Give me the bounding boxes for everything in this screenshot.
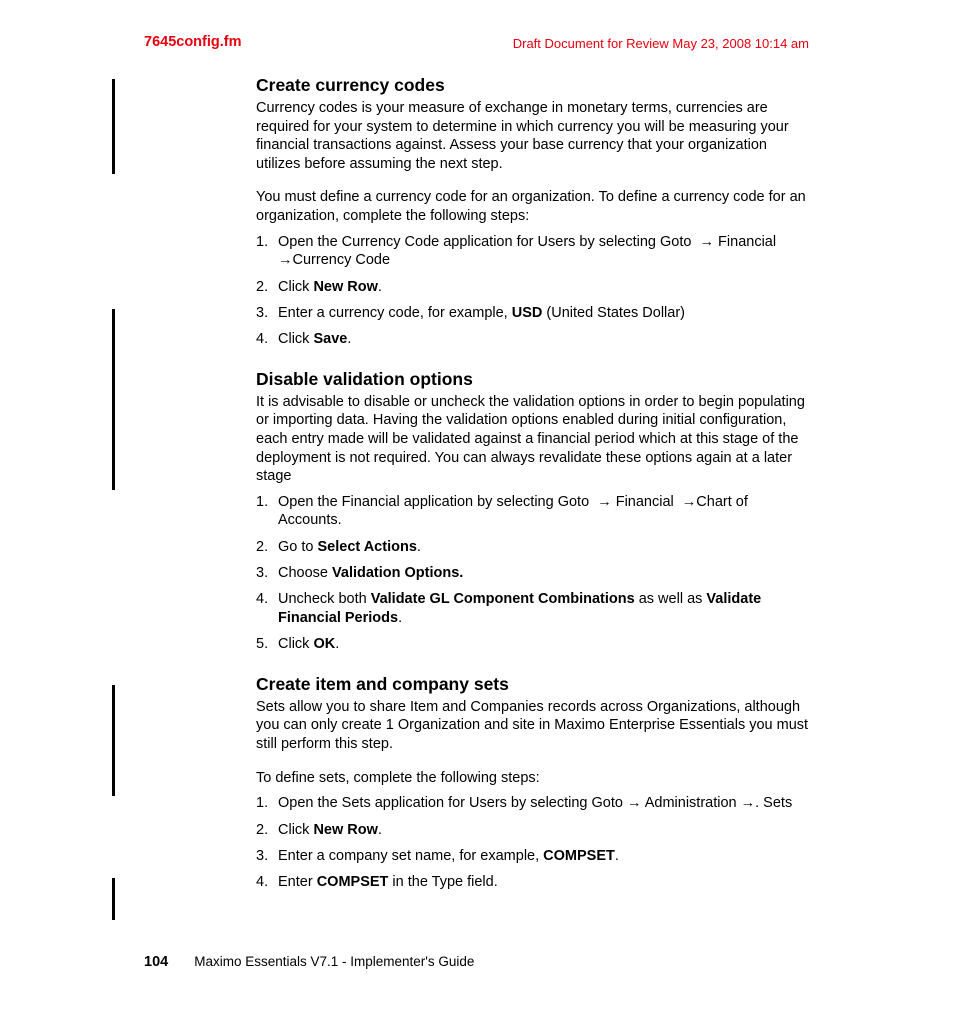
- paragraph: Sets allow you to share Item and Companies records across Organizations, although you can only create 1 Organization and site in Maximo Enterprise Essentials you must still perform this step.: [256, 698, 809, 753]
- list-item: [256, 278, 812, 297]
- step-bold-text: New Row: [313, 278, 378, 295]
- page-number: 104: [144, 954, 169, 970]
- step-text: .: [347, 331, 352, 348]
- section-heading: Create currency codes: [256, 75, 445, 95]
- step-text: Click: [278, 278, 314, 295]
- step-bold-text: COMPSET: [543, 847, 615, 864]
- steps-list: [256, 233, 812, 349]
- page-footer: [144, 954, 474, 970]
- step-number: 4.: [256, 331, 269, 348]
- step-text: Enter: [278, 874, 317, 891]
- step-text: Click: [278, 636, 314, 653]
- section-currency-codes: [256, 74, 812, 349]
- list-item: [256, 304, 812, 323]
- step-text: Open the Sets application for Users by selecting Goto → Administration →. Sets: [278, 795, 793, 812]
- list-item: [256, 794, 812, 813]
- step-bold-text: USD: [511, 304, 543, 321]
- step-bold-text: Validate Financial Periods: [278, 591, 762, 627]
- step-text: Enter a currency code, for example,: [278, 304, 512, 321]
- step-text: .: [377, 821, 382, 838]
- step-bold-text: Save: [313, 331, 348, 348]
- list-item: [256, 233, 812, 270]
- step-number: 5.: [256, 636, 269, 653]
- document-body: [256, 74, 812, 900]
- step-text: Uncheck both: [278, 591, 371, 608]
- list-item: [256, 330, 812, 349]
- step-number: 1.: [256, 493, 269, 510]
- list-item: [256, 538, 812, 557]
- step-text: .: [377, 278, 382, 295]
- list-item: [256, 821, 812, 840]
- step-bold-text: OK: [313, 636, 336, 653]
- step-bold-text: COMPSET: [316, 874, 389, 891]
- step-text: Click: [278, 821, 314, 838]
- section-item-company-sets: [256, 673, 812, 892]
- header-filename: 7645config.fm: [144, 34, 242, 50]
- step-text: .: [398, 610, 403, 627]
- step-number: 4.: [256, 591, 269, 608]
- change-bar: [112, 878, 115, 920]
- step-text: .: [335, 636, 340, 653]
- header-draft-notice: Draft Document for Review May 23, 2008 10:14 am: [512, 36, 809, 51]
- step-number: 1.: [256, 233, 269, 250]
- change-bar: [112, 79, 115, 174]
- list-item: [256, 847, 812, 866]
- change-bar: [112, 309, 115, 490]
- list-item: [256, 564, 812, 583]
- step-text: Open the Currency Code application for Users by selecting Goto → Financial →Currency Code: [278, 233, 777, 269]
- section-validation-options: [256, 368, 812, 654]
- list-item: [256, 493, 812, 530]
- section-heading: Create item and company sets: [256, 673, 509, 694]
- step-text: Choose: [278, 565, 333, 582]
- paragraph: Currency codes is your measure of exchange in monetary terms, currencies are required for your system to determine in which currency you will be measuring your financial transactions against. Assess your base currency that your organization utilizes before assuming the next step.: [256, 100, 789, 172]
- step-text: Enter a company set name, for example,: [278, 847, 544, 864]
- step-text: as well as: [634, 591, 707, 608]
- list-item: [256, 635, 812, 654]
- step-text: Open the Financial application by selecting Goto → Financial →Chart of Accounts.: [278, 493, 748, 529]
- step-number: 1.: [256, 795, 269, 812]
- paragraph: To define sets, complete the following steps:: [256, 769, 540, 786]
- step-number: 4.: [256, 874, 269, 891]
- step-text: .: [416, 538, 421, 555]
- step-number: 3.: [256, 565, 269, 582]
- change-bar: [112, 685, 115, 796]
- steps-list: [256, 493, 812, 654]
- step-text: Click: [278, 331, 314, 348]
- section-heading: Disable validation options: [256, 368, 473, 389]
- step-number: 2.: [256, 821, 269, 838]
- paragraph: It is advisable to disable or uncheck the validation options in order to begin populating or importing data. Having the validation options enabled during initial configuration, each entry made will be validated against a financial period which at this stage of the deployment is not required. You can always revalidate these options again at a later stage: [256, 393, 805, 485]
- step-text: in the Type field.: [388, 874, 498, 891]
- list-item: [256, 873, 812, 892]
- step-text: (United States Dollar): [542, 304, 685, 321]
- paragraph: You must define a currency code for an organization. To define a currency code for an organization, complete the following steps:: [256, 189, 806, 224]
- step-text: Go to: [278, 538, 318, 555]
- step-text: .: [614, 847, 619, 864]
- step-number: 2.: [256, 538, 269, 555]
- step-number: 3.: [256, 304, 269, 321]
- step-bold-text: Validation Options.: [332, 565, 464, 582]
- footer-title: Maximo Essentials V7.1 - Implementer's Guide: [194, 954, 475, 969]
- step-bold-text: New Row: [313, 821, 378, 838]
- steps-list: [256, 794, 812, 892]
- list-item: [256, 590, 812, 627]
- step-number: 2.: [256, 278, 269, 295]
- step-number: 3.: [256, 847, 269, 864]
- step-bold-text: Select Actions: [317, 538, 417, 555]
- step-bold-text: Validate GL Component Combinations: [370, 591, 635, 608]
